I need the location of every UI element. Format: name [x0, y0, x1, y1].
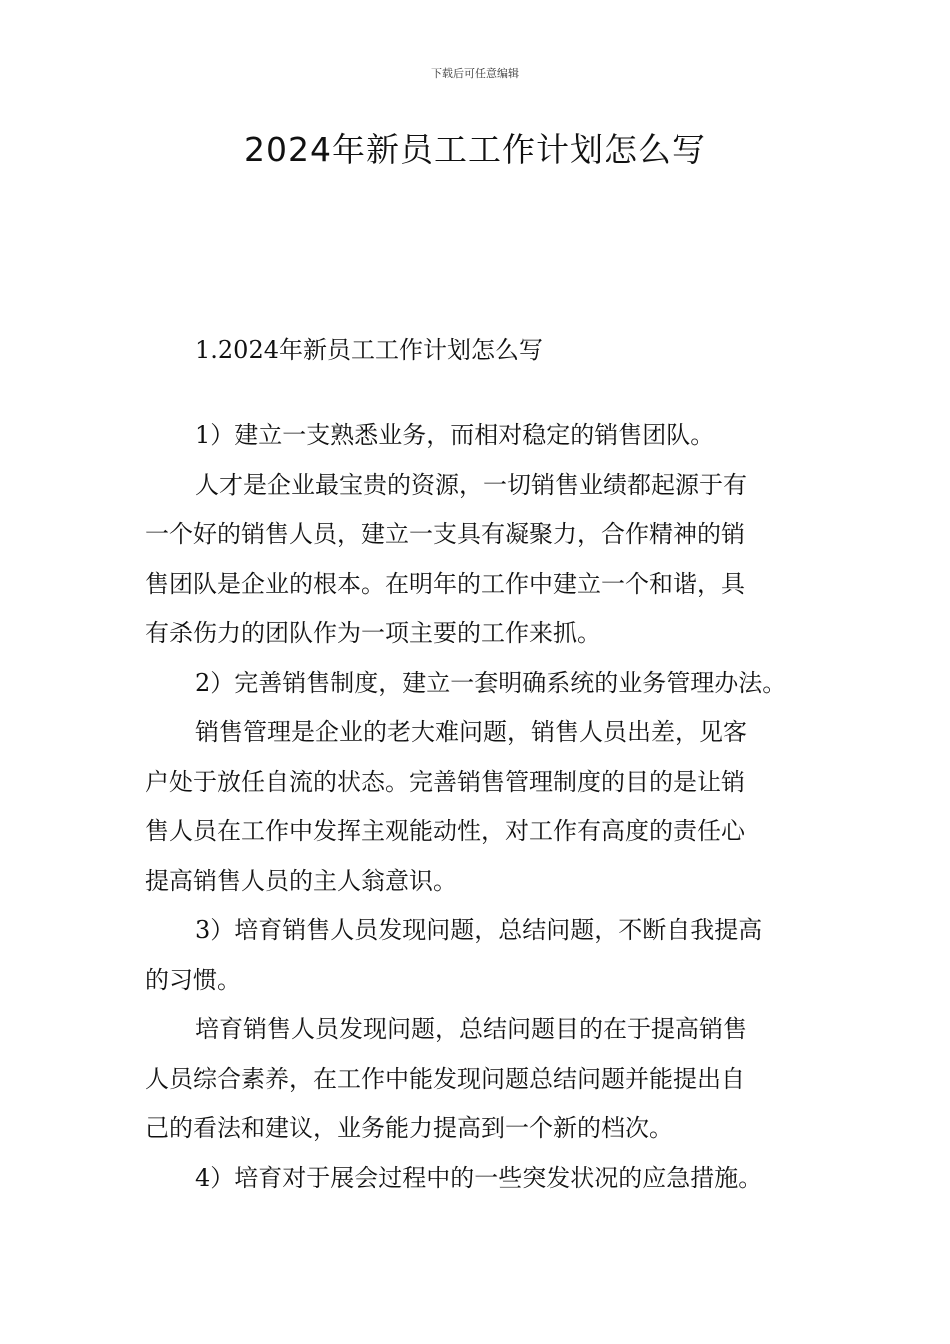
- paragraph-line: 的习惯。: [145, 965, 241, 994]
- paragraph-line: 培育销售人员发现问题，总结问题目的在于提高销售: [195, 1015, 747, 1043]
- paragraph-line: 有杀伤力的团队作为一项主要的工作来抓。: [145, 619, 601, 647]
- document-title: 2024年新员工工作计划怎么写: [244, 130, 706, 169]
- paragraph-line: 3）培育销售人员发现问题，总结问题，不断自我提高: [195, 916, 763, 944]
- paragraph-line: 人才是企业最宝贵的资源，一切销售业绩都起源于有: [195, 470, 747, 499]
- paragraph-line: 户处于放任自流的状态。完善销售管理制度的目的是让销: [145, 767, 745, 796]
- paragraph-line: 一个好的销售人员，建立一支具有凝聚力，合作精神的销: [145, 520, 745, 548]
- paragraph-line: 1）建立一支熟悉业务，而相对稳定的销售团队。: [195, 421, 715, 449]
- paragraph-line: 售团队是企业的根本。在明年的工作中建立一个和谐，具: [145, 569, 745, 598]
- paragraph-line: 售人员在工作中发挥主观能动性，对工作有高度的责任心: [145, 817, 745, 845]
- paragraph-line: 人员综合素养，在工作中能发现问题总结问题并能提出自: [145, 1064, 745, 1093]
- paragraph-line: 提高销售人员的主人翁意识。: [145, 866, 457, 895]
- paragraph-line: 2）完善销售制度，建立一套明确系统的业务管理办法。: [195, 668, 787, 697]
- header-note: 下载后可任意编辑: [431, 67, 519, 80]
- section-heading: 1.2024年新员工工作计划怎么写: [195, 336, 543, 364]
- paragraph-line: 销售管理是企业的老大难问题，销售人员出差，见客: [195, 718, 747, 746]
- document-body: [145, 330, 807, 1203]
- paragraph-line: 己的看法和建议，业务能力提高到一个新的档次。: [145, 1114, 673, 1142]
- paragraph-line: 4）培育对于展会过程中的一些突发状况的应急措施。: [195, 1163, 763, 1192]
